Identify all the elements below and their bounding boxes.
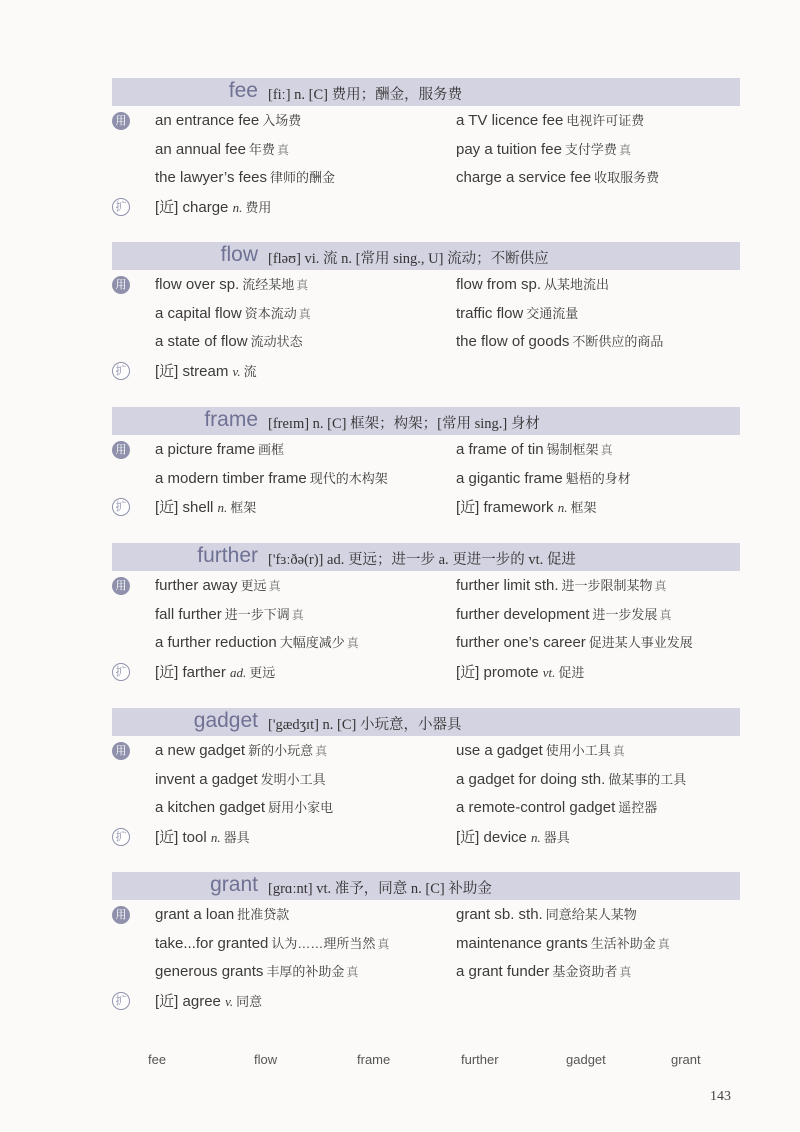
definition: [freɪm] n. [C] 框架；构架；[常用 sing.] 身材	[268, 416, 540, 432]
phrase	[155, 167, 335, 186]
near-synonym	[456, 496, 596, 517]
footer-word: grant	[671, 1052, 701, 1067]
phrase-en: use a gadget	[456, 742, 543, 759]
phrase-en: a capital flow	[155, 304, 242, 322]
exam-tag-icon: 真	[296, 278, 309, 292]
definition: ['fɜːðə(r)] ad. 更远；进一步 a. 更进一步的 vt. 促进	[268, 552, 576, 568]
phrase-en: a further reduction	[155, 634, 277, 651]
footer-word: further	[461, 1052, 499, 1067]
phrase-cn: 生活补助金	[590, 935, 656, 951]
footer-word: frame	[357, 1052, 391, 1067]
near-synonym	[155, 990, 262, 1011]
near-synonym	[456, 661, 584, 682]
usage-badge-icon: 用	[112, 441, 130, 459]
exam-tag-icon: 真	[276, 142, 289, 157]
phrase-cn: 厨用小家电	[268, 800, 334, 815]
phrase-en: a new gadget	[155, 742, 246, 759]
phrase-cn: 丰厚的补助金	[266, 964, 345, 979]
phrase-cn: 不断供应的商品	[572, 334, 664, 349]
phrase	[456, 961, 631, 980]
definition: [fləʊ] vi. 流 n. [常用 sing., U] 流动；不断供应	[268, 251, 549, 267]
exam-tag-icon: 真	[618, 142, 631, 157]
phrase-cn: 画框	[258, 442, 285, 457]
phrase-cn: 资本流动	[244, 305, 297, 321]
phrase	[456, 769, 686, 788]
phrase	[456, 439, 613, 458]
extension-badge-icon: 扩	[112, 828, 130, 846]
phrase	[155, 331, 303, 350]
phrase	[456, 303, 578, 322]
phrase	[456, 468, 631, 487]
near-synonym	[155, 661, 275, 682]
phrase	[456, 139, 631, 158]
phrase-en: take...for granted	[155, 934, 269, 952]
near-word: stream	[182, 362, 229, 380]
phrase-cn: 魁梧的身材	[565, 470, 631, 486]
phrase	[155, 740, 327, 759]
phrase-cn: 进一步限制某物	[561, 578, 653, 593]
extension-badge-icon: 扩	[112, 362, 130, 380]
footer-word: fee	[148, 1052, 167, 1067]
near-word: charge	[182, 198, 229, 216]
phrase	[155, 904, 289, 923]
phrase-en: further limit sth.	[456, 577, 559, 594]
near-pos: v.	[225, 993, 234, 1009]
near-synonym	[155, 196, 271, 217]
near-word: tool	[182, 828, 207, 846]
phrase	[155, 303, 311, 322]
extension-badge-icon: 扩	[112, 498, 130, 516]
phrase-en: an annual fee	[155, 140, 246, 158]
phrase	[456, 331, 663, 350]
near-cn: 器具	[223, 829, 250, 845]
phrase-en: grant sb. sth.	[456, 906, 543, 923]
definition: [fiː] n. [C] 费用；酬金，服务费	[268, 87, 463, 103]
exam-tag-icon: 真	[291, 607, 304, 622]
near-word: device	[483, 828, 527, 846]
near-mark: [近]	[155, 828, 179, 846]
phrase-en: a kitchen gadget	[155, 799, 266, 816]
phrase-en: maintenance grants	[456, 934, 588, 952]
exam-tag-icon: 真	[619, 965, 632, 979]
phrase-en: pay a tuition fee	[456, 140, 562, 158]
phrase	[456, 632, 693, 651]
near-pos: ad.	[230, 664, 247, 680]
near-pos: n.	[557, 500, 568, 515]
phrase-en: a frame of tin	[456, 441, 544, 458]
usage-badge-icon: 用	[112, 577, 130, 595]
near-cn: 促进	[558, 664, 585, 680]
extension-badge-icon: 扩	[112, 992, 130, 1010]
exam-tag-icon: 真	[315, 744, 328, 758]
usage-badge-icon: 用	[112, 906, 130, 924]
phrase-cn: 从某地流出	[544, 277, 610, 292]
extension-badge-icon: 扩	[112, 663, 130, 681]
footer-word-index	[0, 1050, 800, 1072]
exam-tag-icon: 真	[659, 607, 672, 622]
phrase	[155, 961, 358, 980]
near-word: promote	[483, 663, 539, 681]
phrase-cn: 流经某地	[242, 277, 295, 292]
phrase-cn: 批准贷款	[237, 907, 290, 922]
near-synonym	[155, 826, 250, 847]
phrase-en: charge a service fee	[456, 169, 592, 186]
headword: fee	[228, 79, 258, 102]
near-cn: 更远	[249, 664, 276, 680]
phrase-en: generous grants	[155, 963, 264, 980]
phrase	[456, 575, 667, 594]
page-number: 143	[710, 1089, 731, 1104]
usage-badge-icon: 用	[112, 276, 130, 294]
near-pos: n.	[232, 199, 243, 215]
phrase-en: a modern timber frame	[155, 469, 307, 487]
exam-tag-icon: 真	[346, 636, 359, 650]
phrase-cn: 促进某人事业发展	[588, 635, 693, 650]
phrase-cn: 现代的木构架	[309, 470, 388, 486]
near-synonym	[456, 826, 570, 847]
exam-tag-icon: 真	[657, 936, 670, 951]
near-pos: n.	[217, 500, 228, 515]
exam-tag-icon: 真	[346, 965, 359, 979]
phrase-en: a gadget for doing sth.	[456, 770, 606, 788]
near-mark: [近]	[456, 828, 480, 846]
phrase	[155, 439, 284, 458]
phrase-cn: 认为……理所当然	[271, 935, 376, 951]
near-mark: [近]	[155, 198, 179, 216]
near-pos: v.	[232, 363, 241, 379]
phrase	[456, 604, 671, 623]
exam-tag-icon: 真	[268, 579, 281, 593]
phrase	[155, 632, 359, 651]
phrase-cn: 做某事的工具	[608, 771, 687, 787]
near-word: shell	[182, 499, 214, 516]
phrase-en: flow over sp.	[155, 276, 240, 293]
phrase-cn: 使用小工具	[545, 743, 611, 758]
phrase	[456, 274, 609, 293]
phrase	[456, 933, 670, 952]
near-word: farther	[182, 663, 226, 681]
footer-word: flow	[254, 1052, 278, 1067]
exam-tag-icon: 真	[600, 443, 613, 457]
near-mark: [近]	[155, 499, 179, 516]
phrase	[155, 139, 289, 158]
phrase	[155, 575, 281, 594]
phrase-cn: 基金资助者	[552, 964, 618, 979]
near-cn: 费用	[245, 199, 272, 215]
phrase-en: further one’s career	[456, 634, 586, 651]
near-word: agree	[182, 992, 221, 1010]
phrase	[155, 274, 308, 293]
phrase	[456, 110, 644, 129]
phrase-cn: 进一步发展	[592, 606, 658, 622]
phrase	[155, 110, 301, 129]
footer-word: gadget	[566, 1052, 606, 1067]
phrase	[456, 167, 659, 186]
phrase-cn: 收取服务费	[594, 170, 660, 185]
phrase	[155, 769, 326, 788]
phrase-cn: 年费	[248, 141, 275, 157]
definition: [grɑːnt] vt. 准予，同意 n. [C] 补助金	[268, 881, 492, 897]
phrase-cn: 支付学费	[564, 141, 617, 157]
phrase	[155, 468, 388, 487]
phrase-cn: 更远	[240, 578, 267, 593]
usage-badge-icon: 用	[112, 112, 130, 130]
near-cn: 同意	[236, 993, 263, 1009]
phrase-en: invent a gadget	[155, 770, 258, 788]
near-mark: [近]	[155, 992, 179, 1010]
near-mark: [近]	[155, 663, 179, 681]
phrase-cn: 大幅度减少	[279, 635, 345, 650]
phrase-en: the lawyer’s fees	[155, 169, 268, 186]
phrase-en: a grant funder	[456, 963, 550, 980]
near-word: framework	[483, 499, 554, 516]
near-synonym	[155, 496, 256, 517]
exam-tag-icon: 真	[654, 579, 667, 593]
headword: further	[197, 544, 258, 567]
phrase-en: fall further	[155, 605, 222, 623]
near-cn: 框架	[230, 500, 257, 515]
phrase-en: an entrance fee	[155, 112, 260, 129]
headword: frame	[204, 408, 258, 431]
phrase-en: a state of flow	[155, 333, 248, 350]
exam-tag-icon: 真	[612, 744, 625, 758]
near-pos: vt.	[542, 664, 556, 680]
usage-badge-icon: 用	[112, 742, 130, 760]
phrase-cn: 同意给某人某物	[545, 907, 637, 922]
phrase-en: traffic flow	[456, 304, 524, 322]
phrase-cn: 锡制框架	[546, 442, 599, 457]
near-mark: [近]	[155, 362, 179, 380]
phrase-en: a remote-control gadget	[456, 799, 616, 816]
phrase-en: grant a loan	[155, 906, 235, 923]
headword: gadget	[193, 709, 258, 732]
phrase-cn: 发明小工具	[260, 771, 326, 787]
near-synonym	[155, 360, 257, 381]
phrase-en: a TV licence fee	[456, 112, 564, 129]
phrase-cn: 交通流量	[526, 305, 579, 321]
exam-tag-icon: 真	[298, 306, 311, 321]
near-cn: 流	[243, 363, 257, 379]
near-cn: 器具	[543, 829, 570, 845]
near-mark: [近]	[456, 499, 480, 516]
phrase-en: a picture frame	[155, 441, 256, 458]
phrase-en: flow from sp.	[456, 276, 542, 293]
exam-tag-icon: 真	[377, 936, 390, 951]
near-mark: [近]	[456, 663, 480, 681]
phrase-en: further development	[456, 605, 590, 623]
phrase-en: the flow of goods	[456, 333, 570, 350]
near-pos: n.	[210, 829, 221, 845]
headword: grant	[210, 873, 258, 896]
definition: ['gædʒɪt] n. [C] 小玩意，小器具	[268, 717, 462, 733]
headword: flow	[220, 243, 258, 266]
phrase-cn: 电视许可证费	[566, 113, 645, 128]
phrase-cn: 进一步下调	[224, 606, 290, 622]
phrase	[155, 604, 304, 623]
phrase	[155, 933, 389, 952]
phrase-cn: 流动状态	[250, 334, 303, 349]
phrase-cn: 新的小玩意	[248, 743, 314, 758]
near-pos: n.	[531, 829, 541, 845]
phrase-cn: 入场费	[262, 113, 302, 128]
phrase-en: a gigantic frame	[456, 469, 563, 487]
phrase	[456, 740, 625, 759]
near-cn: 框架	[570, 500, 597, 515]
phrase	[155, 797, 333, 816]
phrase-cn: 律师的酬金	[270, 170, 336, 185]
extension-badge-icon: 扩	[112, 198, 130, 216]
phrase	[456, 904, 637, 923]
phrase-cn: 遥控器	[618, 800, 658, 815]
phrase-en: further away	[155, 577, 238, 594]
phrase	[456, 797, 657, 816]
